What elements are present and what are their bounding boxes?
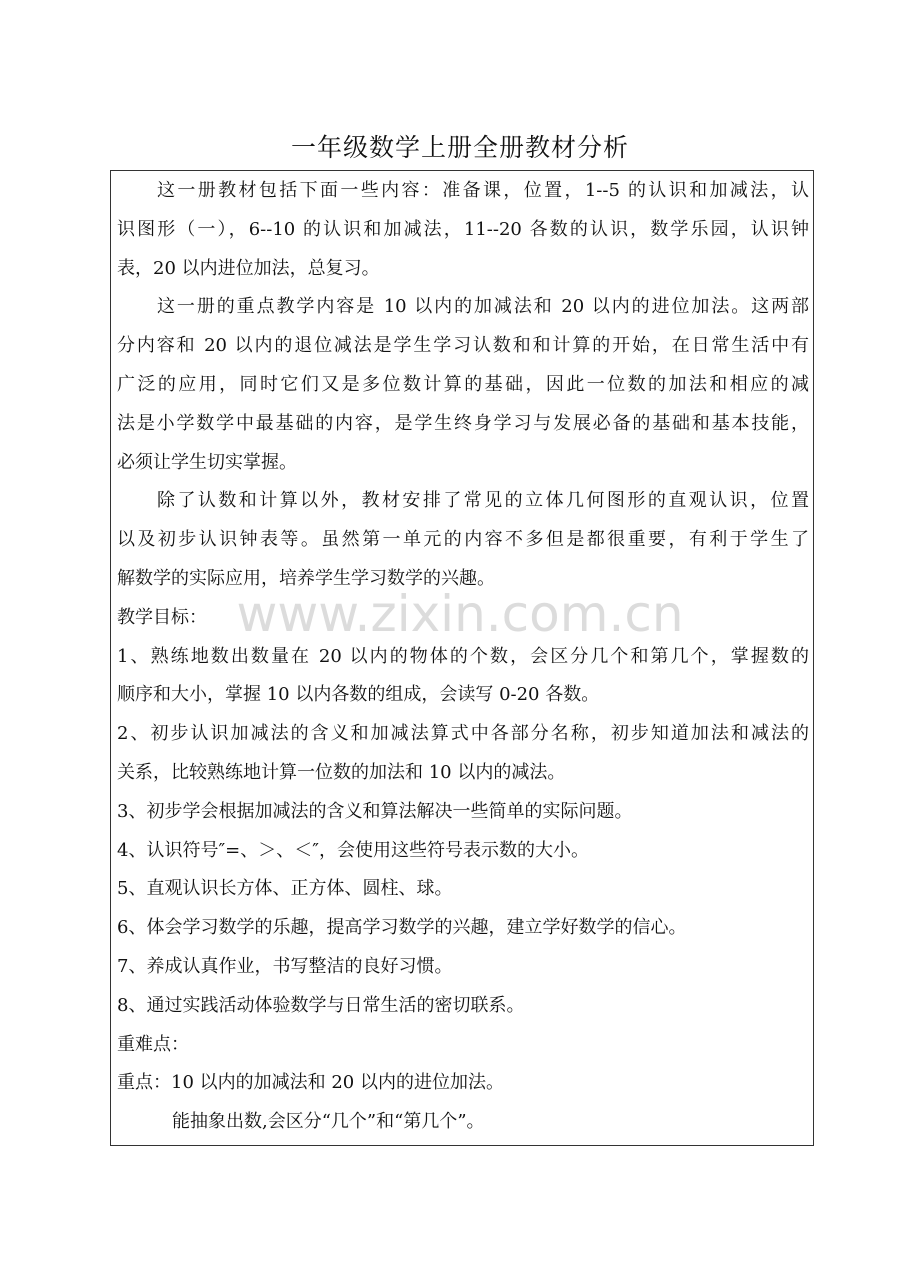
goals-heading: 教学目标： (117, 606, 207, 628)
paragraph-line: 分内容和 20 以内的退位减法是学生学习认数和和计算的开始，在日常生活中有 (117, 335, 809, 357)
paragraph-line: 必须让学生切实掌握。 (117, 451, 297, 473)
goal-item: 顺序和大小，掌握 10 以内各数的组成，会读写 0-20 各数。 (117, 684, 600, 706)
goal-item: 5、直观认识长方体、正方体、圆柱、球。 (117, 878, 453, 900)
goal-item: 3、初步学会根据加减法的含义和算法解决一些简单的实际问题。 (117, 800, 633, 822)
paragraph-line: 这一册的重点教学内容是 10 以内的加减法和 20 以内的进位加法。这两部 (157, 296, 809, 318)
paragraph-line: 广泛的应用，同时它们又是多位数计算的基础，因此一位数的加法和相应的减 (117, 373, 809, 395)
paragraph-line: 法是小学数学中最基础的内容，是学生终身学习与发展必备的基础和基本技能， (117, 412, 809, 434)
goal-item: 4、认识符号″=、＞、＜″，会使用这些符号表示数的大小。 (117, 839, 589, 861)
key-points-heading: 重难点： (117, 1033, 189, 1055)
document-body (117, 172, 809, 1142)
paragraph-line: 以及初步认识钟表等。虽然第一单元的内容不多但是都很重要，有利于学生了 (117, 529, 809, 551)
paragraph-line: 除了认数和计算以外，教材安排了常见的立体几何图形的直观认识，位置 (157, 490, 809, 512)
key-point: 重点：10 以内的加减法和 20 以内的进位加法。 (117, 1072, 504, 1094)
goal-item: 7、养成认真作业，书写整洁的良好习惯。 (117, 955, 453, 977)
paragraph-line: 解数学的实际应用，培养学生学习数学的兴趣。 (117, 567, 495, 589)
paragraph-line: 表，20 以内进位加法，总复习。 (117, 257, 380, 279)
paragraph-line: 识图形（一），6--10 的认识和加减法，11--20 各数的认识，数学乐园，认识钟 (117, 218, 809, 240)
goal-item: 1、熟练地数出数量在 20 以内的物体的个数，会区分几个和第几个，掌握数的 (117, 645, 809, 667)
watermark: www.zixin.com.cn (236, 585, 684, 643)
paragraph-line: 这一册教材包括下面一些内容：准备课，位置，1--5 的认识和加减法，认 (157, 180, 809, 201)
goal-item: 2、初步认识加减法的含义和加减法算式中各部分名称，初步知道加法和减法的 (117, 723, 809, 745)
goal-item: 8、通过实践活动体验数学与日常生活的密切联系。 (117, 994, 525, 1016)
key-point-detail: 能抽象出数,会区分“几个”和“第几个”。 (172, 1111, 485, 1133)
goal-item: 6、体会学习数学的乐趣，提高学习数学的兴趣，建立学好数学的信心。 (117, 917, 687, 939)
goal-item: 关系，比较熟练地计算一位数的加法和 10 以内的减法。 (117, 761, 566, 783)
page-title: 一年级数学上册全册教材分析 (290, 133, 629, 162)
